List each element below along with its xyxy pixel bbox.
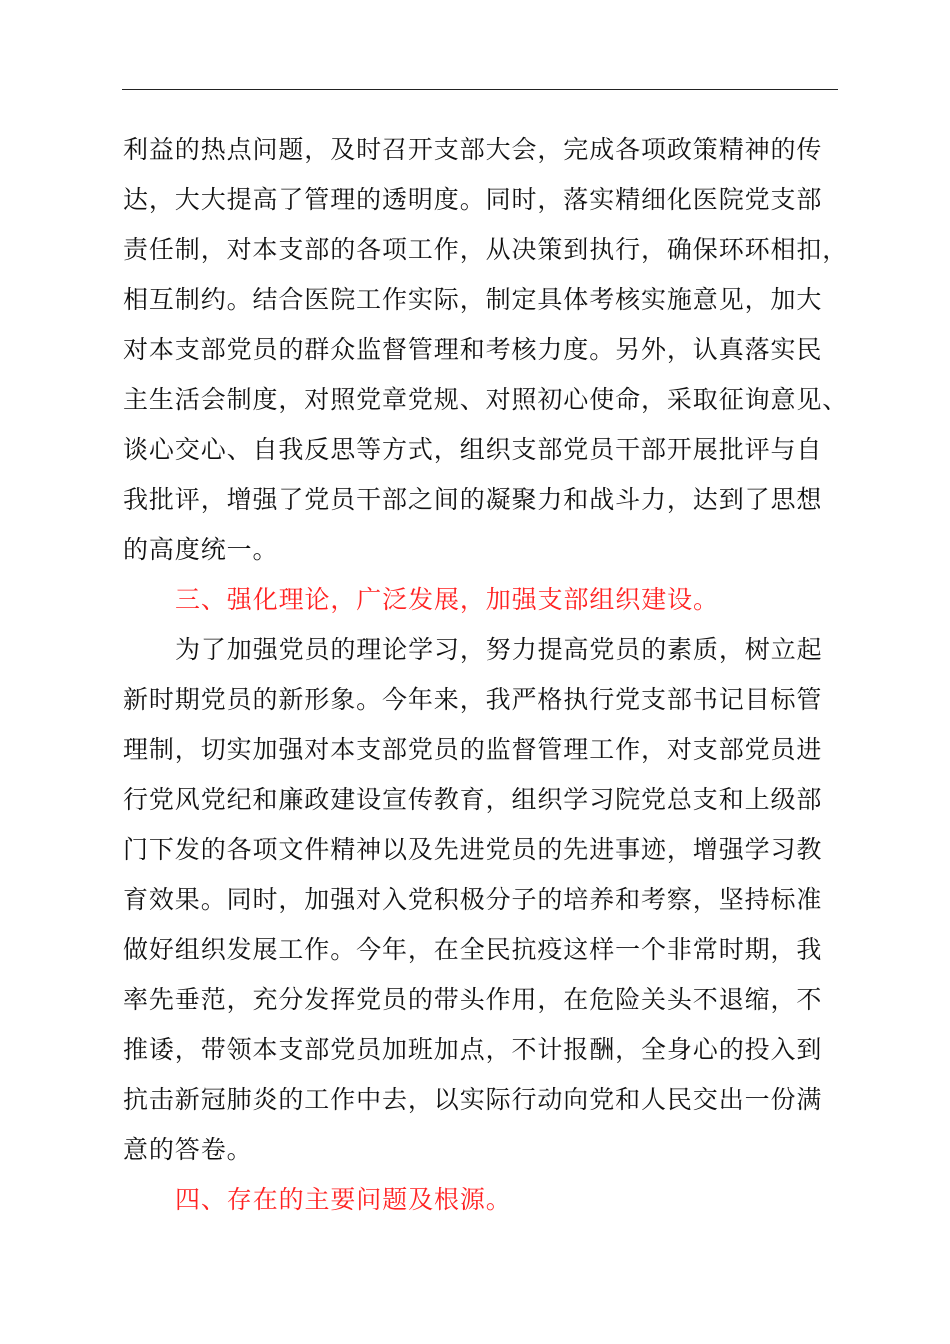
paragraph-theory-study: [123, 625, 843, 1175]
text-line: 抗击新冠肺炎的工作中去，以实际行动向党和人民交出一份满: [123, 1085, 823, 1114]
text-line: 意的答卷。: [123, 1135, 253, 1164]
text-line: 责任制，对本支部的各项工作，从决策到执行，确保环环相扣，: [123, 235, 849, 264]
text-line: 我批评，增强了党员干部之间的凝聚力和战斗力，达到了思想: [123, 485, 823, 514]
text-line: 达，大大提高了管理的透明度。同时，落实精细化医院党支部: [123, 185, 823, 214]
text-line: 育效果。同时，加强对入党积极分子的培养和考察，坚持标准: [123, 885, 823, 914]
text-line: 理制，切实加强对本支部党员的监督管理工作，对支部党员进: [123, 735, 823, 764]
text-line: 主生活会制度，对照党章党规、对照初心使命，采取征询意见、: [123, 385, 849, 414]
text-line: 率先垂范，充分发挥党员的带头作用，在危险关头不退缩，不: [123, 985, 823, 1014]
text-line: 新时期党员的新形象。今年来，我严格执行党支部书记目标管: [123, 685, 823, 714]
text-line: 做好组织发展工作。今年，在全民抗疫这样一个非常时期，我: [123, 935, 823, 964]
text-line: 的高度统一。: [123, 535, 279, 564]
text-line: 门下发的各项文件精神以及先进党员的先进事迹，增强学习教: [123, 835, 823, 864]
text-line: 谈心交心、自我反思等方式，组织支部党员干部开展批评与自: [123, 435, 823, 464]
text-line: 为了加强党员的理论学习，努力提高党员的素质，树立起: [175, 635, 823, 664]
document-body: [123, 125, 849, 1225]
section-heading-3: 三、强化理论，广泛发展，加强支部组织建设。: [175, 585, 719, 614]
text-line: 相互制约。结合医院工作实际，制定具体考核实施意见，加大: [123, 285, 823, 314]
text-line: 行党风党纪和廉政建设宣传教育，组织学习院党总支和上级部: [123, 785, 823, 814]
text-line: 对本支部党员的群众监督管理和考核力度。另外，认真落实民: [123, 335, 823, 364]
text-line: 推诿，带领本支部党员加班加点，不计报酬，全身心的投入到: [123, 1035, 823, 1064]
text-line: 利益的热点问题，及时召开支部大会，完成各项政策精神的传: [123, 135, 823, 164]
section-heading-4: 四、存在的主要问题及根源。: [175, 1185, 512, 1214]
paragraph-continuation: [123, 125, 849, 575]
header-rule: [122, 89, 838, 90]
